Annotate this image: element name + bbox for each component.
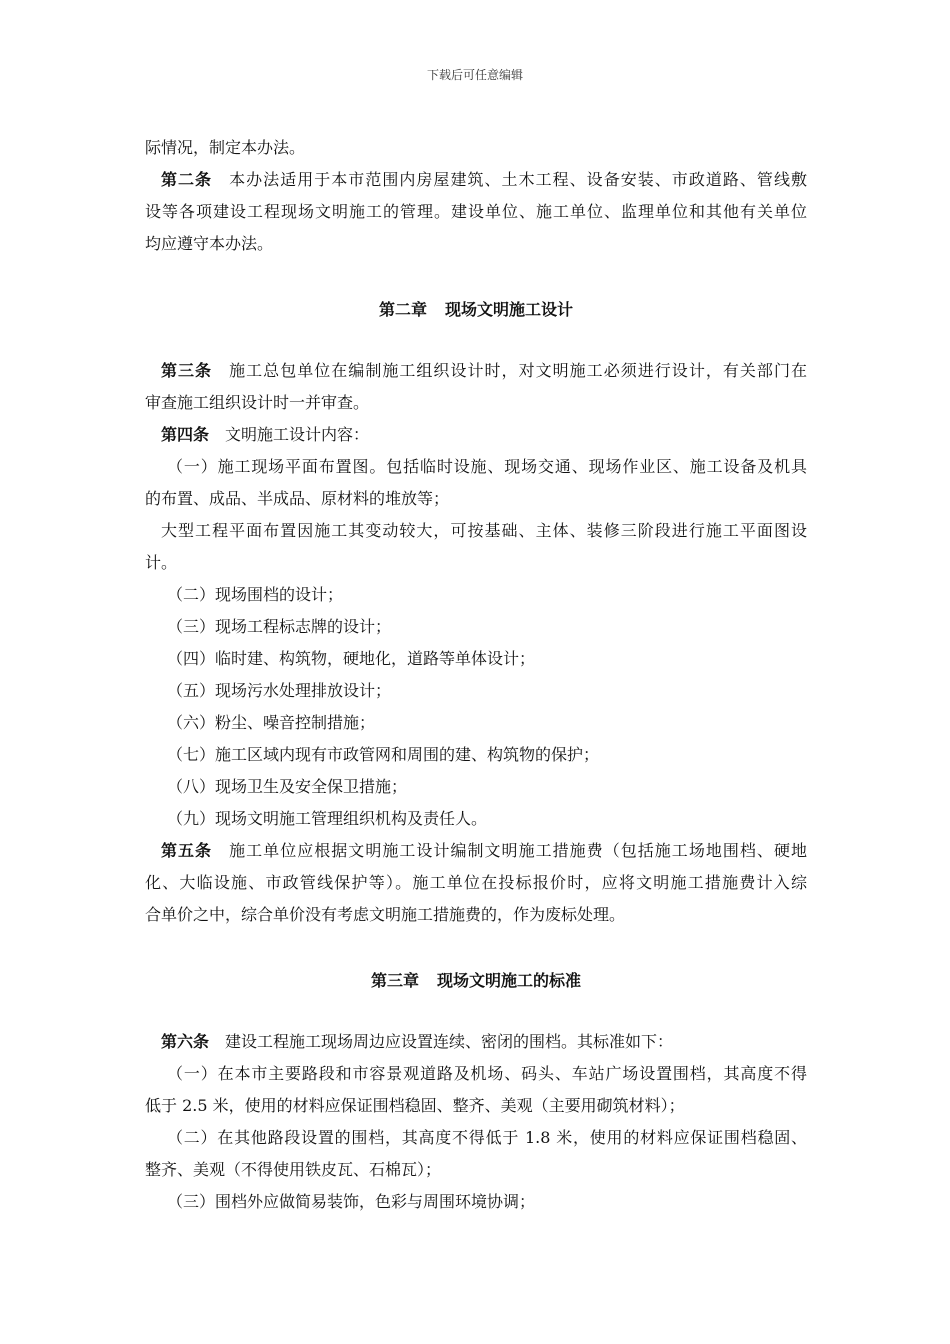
chapter-label: 第三章 [370,971,419,990]
article-text: 施工总包单位在编制施工组织设计时，对文明施工必须进行设计，有关部门在 [228,361,807,380]
list-item: （八）现场卫生及安全保卫措施； [167,777,408,796]
article-label: 第二条 [161,170,213,189]
article-3-line [145,360,807,382]
article-2-line [145,169,807,191]
chapter-title: 现场文明施工的标准 [437,971,582,990]
list-item: （六）粉尘、噪音控制措施； [167,713,376,732]
list-item: （三）围档外应做简易装饰，色彩与周围环境协调； [167,1192,536,1211]
text-line: 均应遵守本办法。 [145,234,274,253]
article-5-line [145,840,807,862]
text-line: 合单价之中，综合单价没有考虑文明施工措施费的，作为废标处理。 [145,905,626,924]
article-label: 第五条 [161,841,213,860]
article-label: 第三条 [161,361,213,380]
text-line: 整齐、美观（不得使用铁皮瓦、石棉瓦）； [145,1160,442,1179]
article-6-line [145,1031,807,1053]
chapter-title: 现场文明施工设计 [445,300,574,319]
article-label: 第六条 [161,1032,210,1051]
article-label: 第四条 [161,425,210,444]
text-line: 计。 [145,553,178,572]
text-line: 际情况，制定本办法。 [145,138,306,157]
text-line: 设等各项建设工程现场文明施工的管理。建设单位、施工单位、监理单位和其他有关单位 [145,202,807,221]
text-line: 审查施工组织设计时一并审查。 [145,393,370,412]
list-item: （一）施工现场平面布置图。包括临时设施、现场交通、现场作业区、施工设备及机具 [167,457,807,476]
article-text: 本办法适用于本市范围内房屋建筑、土木工程、设备安装、市政道路、管线敷 [228,170,807,189]
list-item: （一）在本市主要路段和市容景观道路及机场、码头、车站广场设置围档，其高度不得 [167,1064,807,1083]
list-item: （四）临时建、构筑物，硬地化，道路等单体设计； [167,649,536,668]
list-item: （九）现场文明施工管理组织机构及责任人。 [167,809,488,828]
chapter-heading [145,297,807,320]
text-line: 大型工程平面布置因施工其变动较大，可按基础、主体、装修三阶段进行施工平面图设 [161,521,807,540]
page-header: 下载后可任意编辑 [426,68,523,82]
chapter-heading [145,968,807,991]
text-line: 化、大临设施、市政管线保护等）。施工单位在投标报价时，应将文明施工措施费计入综 [145,873,807,892]
list-item: （三）现场工程标志牌的设计； [167,617,392,636]
chapter-label: 第二章 [378,300,427,319]
list-item: （五）现场污水处理排放设计； [167,681,392,700]
article-4-line [145,424,807,446]
article-text: 文明施工设计内容： [225,425,370,444]
text-line: 的布置、成品、半成品、原材料的堆放等； [145,489,450,508]
list-item: （二）在其他路段设置的围档，其高度不得低于 1.8 米，使用的材料应保证围档稳固、 [167,1128,807,1147]
text-line: 低于 2.5 米，使用的材料应保证围档稳固、整齐、美观（主要用砌筑材料）； [145,1096,685,1115]
list-item: （二）现场围档的设计； [167,585,344,604]
list-item: （七）施工区域内现有市政管网和周围的建、构筑物的保护； [167,745,600,764]
article-text: 建设工程施工现场周边应设置连续、密闭的围档。其标准如下： [225,1032,674,1051]
article-text: 施工单位应根据文明施工设计编制文明施工措施费（包括施工场地围档、硬地 [228,841,807,860]
